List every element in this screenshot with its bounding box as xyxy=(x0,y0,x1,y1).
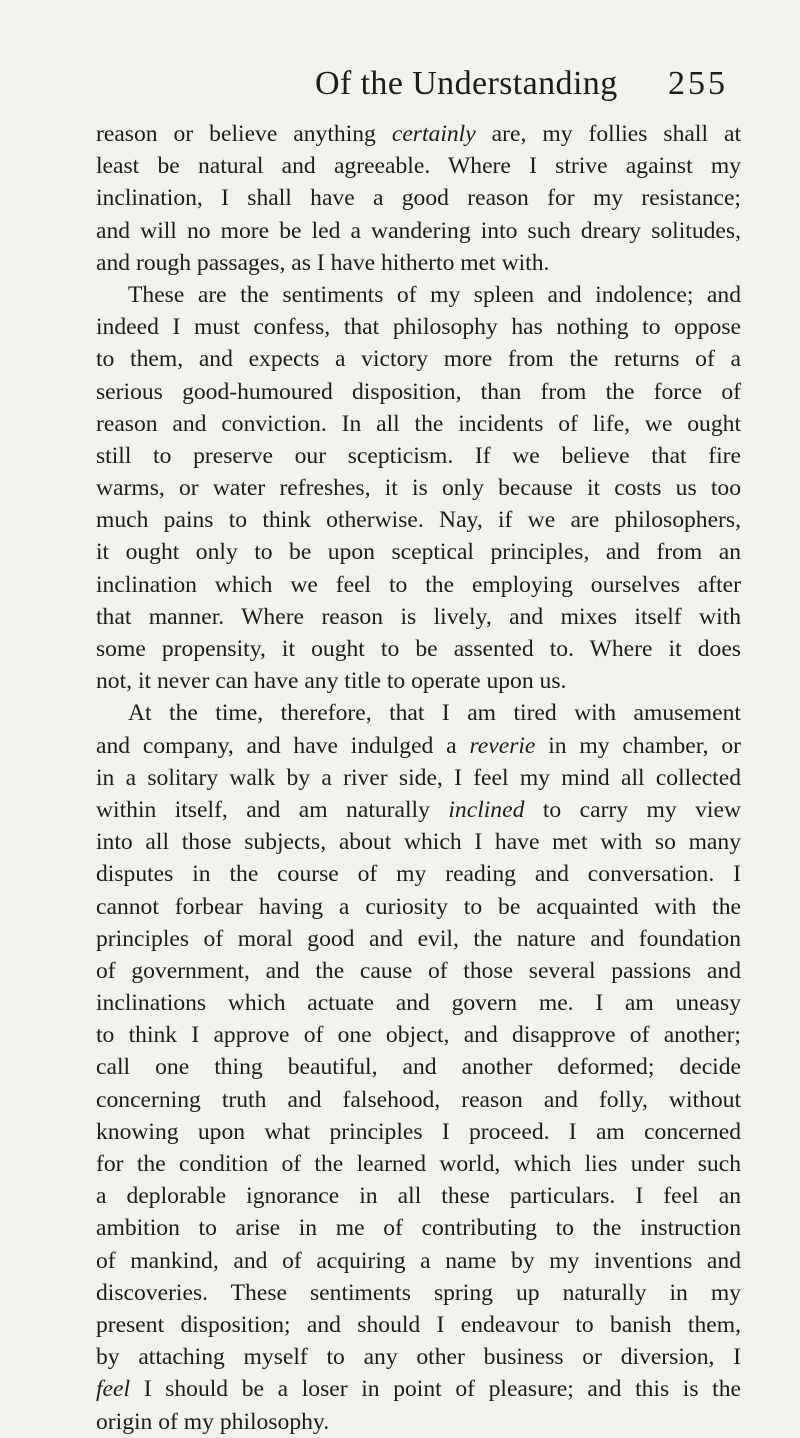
text-line: it ought only to be upon sceptical principles, and from an xyxy=(96,539,741,566)
text-line: principles of moral good and evil, the nature and foundation xyxy=(96,925,741,952)
text-line: to think I approve of one object, and disapprove of another; xyxy=(96,1022,741,1049)
emphasis: certainly xyxy=(391,121,476,147)
text-line: and rough passages, as I have hitherto met with. xyxy=(96,249,550,276)
text-line: still to preserve our scepticism. If we believe that fire xyxy=(96,442,741,469)
text-line: ambition to arise in me of contributing to the instruction xyxy=(96,1215,741,1242)
text-line: of government, and the cause of those several passions and xyxy=(96,957,741,984)
text-line: concerning truth and falsehood, reason and folly, without xyxy=(96,1086,741,1113)
text-line: origin of my philosophy. xyxy=(96,1408,330,1435)
text-line: call one thing beautiful, and another deformed; decide xyxy=(96,1054,741,1081)
text-line: for the condition of the learned world, which lies under such xyxy=(96,1151,741,1177)
text-line: within itself, and am naturally inclined to carry my view xyxy=(96,796,741,823)
text-line: to them, and expects a victory more from the returns of a xyxy=(96,346,741,373)
text-line: inclination, I shall have a good reason for my resistance; xyxy=(96,185,741,212)
text-line: and company, and have indulged a reverie in my chamber, or xyxy=(96,732,742,759)
text-line: disputes in the course of my reading and conversation. I xyxy=(96,861,741,888)
text-line: into all those subjects, about which I have met with so many xyxy=(96,829,741,856)
text-line: knowing upon what principles I proceed. I am concerned xyxy=(96,1118,741,1145)
text-line: discoveries. These sentiments spring up naturally in my xyxy=(96,1279,741,1306)
text-line: in a solitary walk by a river side, I feel my mind all collected xyxy=(96,764,741,791)
text-line: warms, or water refreshes, it is only because it costs us too xyxy=(96,475,741,502)
text-line: that manner. Where reason is lively, and mixes itself with xyxy=(96,603,741,630)
text-line: inclinations which actuate and govern me. I am uneasy xyxy=(96,990,741,1017)
text-line: by attaching myself to any other business or diversion, I xyxy=(96,1344,741,1371)
text-line: least be natural and agreeable. Where I strive against my xyxy=(96,153,741,180)
text-line: present disposition; and should I endeavour to banish them, xyxy=(96,1311,741,1338)
text-line: feel I should be a loser in point of pleasure; and this is the xyxy=(96,1376,741,1403)
text-line: of mankind, and of acquiring a name by my inventions and xyxy=(96,1247,741,1274)
emphasis: reverie xyxy=(469,732,536,759)
text-line: reason and conviction. In all the incidents of life, we ought xyxy=(96,410,741,437)
emphasis: feel xyxy=(96,1376,131,1403)
running-head xyxy=(0,62,800,112)
text-line: not, it never can have any title to operate upon us. xyxy=(96,668,567,695)
text-line: serious good-humoured disposition, than from the force of xyxy=(96,378,741,405)
text-line: a deplorable ignorance in all these particulars. I feel an xyxy=(96,1183,741,1210)
body-text xyxy=(96,118,741,1438)
text-line: cannot forbear having a curiosity to be acquainted with the xyxy=(96,893,741,920)
text-line: some propensity, it ought to be assented to. Where it does xyxy=(96,636,741,662)
running-title: Of the Understanding xyxy=(315,65,618,102)
text-line: reason or believe anything certainly are, my follies shall at xyxy=(96,121,742,147)
page-number: 255 xyxy=(668,65,728,102)
text-line: and will no more be led a wandering into such dreary solitudes, xyxy=(96,217,741,244)
text-line: inclination which we feel to the employing ourselves after xyxy=(96,571,741,598)
text-line: These are the sentiments of my spleen and indolence; and xyxy=(128,281,741,308)
emphasis: inclined xyxy=(448,796,525,823)
text-line: At the time, therefore, that I am tired with amusement xyxy=(128,700,741,727)
text-line: indeed I must confess, that philosophy has nothing to oppose xyxy=(96,314,741,341)
text-line: much pains to think otherwise. Nay, if we are philosophers, xyxy=(96,507,741,534)
